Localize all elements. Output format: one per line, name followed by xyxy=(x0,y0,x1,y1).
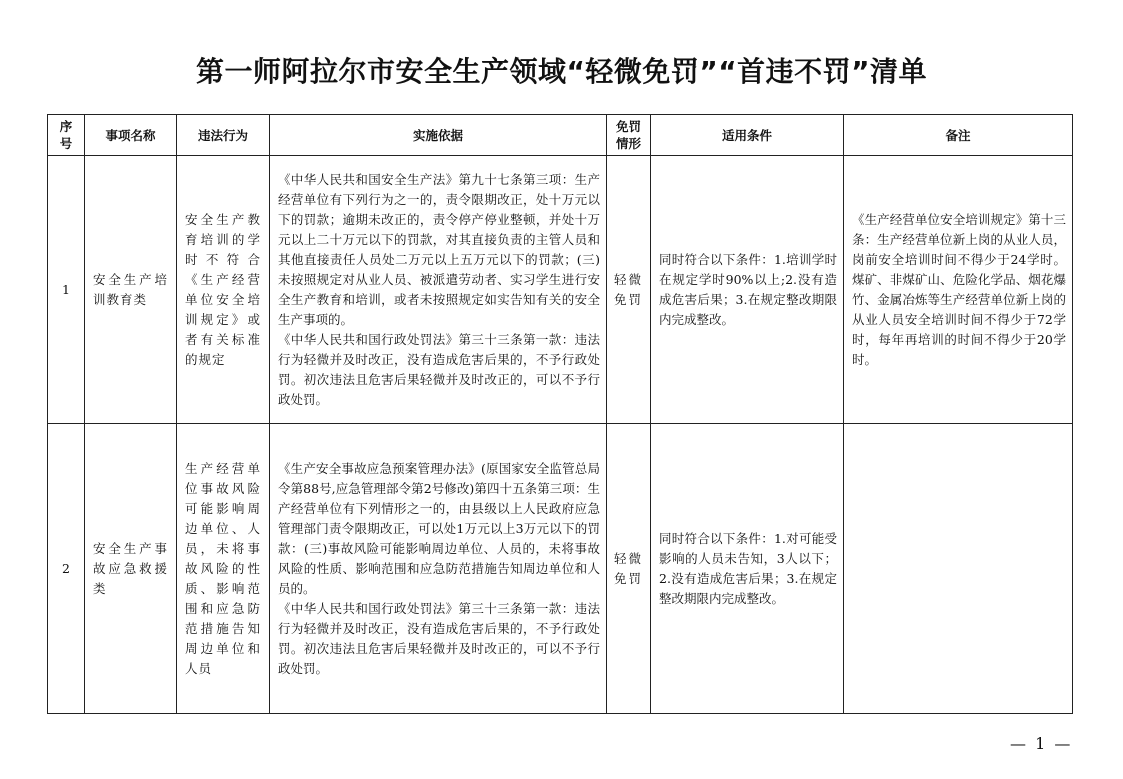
row-remarks: 《生产经营单位安全培训规定》第十三条：生产经营单位新上岗的从业人员，岗前安全培训时间不得少于24学时。煤矿、非煤矿山、危险化学品、烟花爆竹、金属冶炼等生产经营单位新上岗的从业人员安全培训时间不得少于72学时，每年再培训的时间不得少于20学时。 xyxy=(844,156,1073,424)
row-name: 安全生产培训教育类 xyxy=(85,156,177,424)
header-basis: 实施依据 xyxy=(270,115,607,156)
row-conditions: 同时符合以下条件：1.培训学时在规定学时90%以上;2.没有造成危害后果；3.在规定整改期限内完成整改。 xyxy=(651,156,844,424)
row-violation: 安全生产教育培训的学时不符合《生产经营单位安全培训规定》或者有关标准的规定 xyxy=(177,156,270,424)
row-violation: 生产经营单位事故风险可能影响周边单位、人员，未将事故风险的性质、影响范围和应急防范措施告知周边单位和人员 xyxy=(177,424,270,714)
header-violation: 违法行为 xyxy=(177,115,270,156)
page-number: — 1 — xyxy=(1010,734,1073,753)
exemption-list-table xyxy=(47,114,1073,714)
row-conditions: 同时符合以下条件：1.对可能受影响的人员未告知，3人以下；2.没有造成危害后果；3.在规定整改期限内完成整改。 xyxy=(651,424,844,714)
basis-paragraph: 《中华人民共和国安全生产法》第九十七条第三项：生产经营单位有下列行为之一的，责令限期改正，处十万元以下的罚款；逾期未改正的，责令停产停业整顿，并处十万元以上二十万元以下的罚款，对其直接负责的主管人员和其他直接责任人员处二万元以上五万元以下的罚款；(三)未按照规定对从业人员、被派遣劳动者、实习学生进行安全生产教育和培训，或者未按照规定如实告知有关的安全生产事项的。 xyxy=(278,171,600,327)
basis-paragraph: 《生产安全事故应急预案管理办法》(原国家安全监管总局令第88号,应急管理部令第2号修改)第四十五条第三项：生产经营单位有下列情形之一的，由县级以上人民政府应急管理部门责令限期改正，可以处1万元以上3万元以下的罚款：(三)事故风险可能影响周边单位、人员的，未将事故风险的性质、影响范围和应急防范措施告知周边单位和人员的。 xyxy=(278,460,600,596)
row-mode: 轻微免罚 xyxy=(607,156,651,424)
row-seq: 1 xyxy=(48,156,85,424)
header-remarks: 备注 xyxy=(844,115,1073,156)
header-conditions: 适用条件 xyxy=(651,115,844,156)
row-seq: 2 xyxy=(48,424,85,714)
row-basis xyxy=(270,424,607,714)
row-basis xyxy=(270,156,607,424)
header-mode: 免罚 情形 xyxy=(607,115,651,156)
table-header-row xyxy=(48,115,1073,156)
table-row xyxy=(48,156,1073,424)
basis-paragraph: 《中华人民共和国行政处罚法》第三十三条第一款：违法行为轻微并及时改正，没有造成危害后果的，不予行政处罚。初次违法且危害后果轻微并及时改正的，可以不予行政处罚。 xyxy=(278,331,600,407)
header-seq: 序 号 xyxy=(48,115,85,156)
header-name: 事项名称 xyxy=(85,115,177,156)
table-row xyxy=(48,424,1073,714)
row-name: 安全生产事故应急救援类 xyxy=(85,424,177,714)
basis-paragraph: 《中华人民共和国行政处罚法》第三十三条第一款：违法行为轻微并及时改正，没有造成危害后果的，不予行政处罚。初次违法且危害后果轻微并及时改正的，可以不予行政处罚。 xyxy=(278,600,600,676)
page-title: 第一师阿拉尔市安全生产领域“轻微免罚”“首违不罚”清单 xyxy=(195,55,928,88)
row-mode: 轻微免罚 xyxy=(607,424,651,714)
row-remarks xyxy=(844,424,1073,714)
